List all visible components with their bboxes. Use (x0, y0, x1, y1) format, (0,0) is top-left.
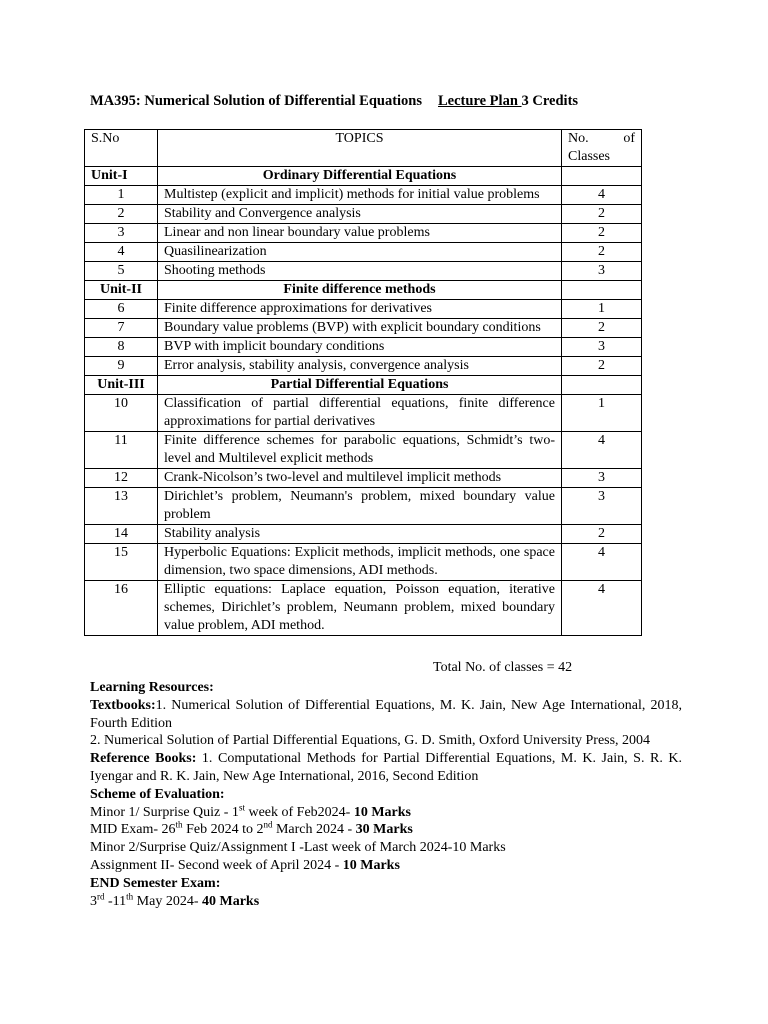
eval-mid-rest: March 2024 - (272, 822, 356, 838)
row-topic: Classification of partial differential equations, finite difference approximations for partial derivatives (158, 395, 562, 432)
row-classes: 2 (562, 319, 642, 338)
reference-1-text: 1. Computational Methods for Partial Differential Equations, M. K. Jain, S. R. K. Iyengar and R. K. Jain, New Age International, 2016, Second Edition (90, 751, 682, 784)
row-classes: 1 (562, 395, 642, 432)
eval-end-sup2: th (126, 890, 134, 901)
row-sno: 13 (85, 488, 158, 525)
eval-end-rest: May 2024- (133, 893, 202, 909)
row-classes: 3 (562, 338, 642, 357)
unit-name: Finite difference methods (158, 281, 562, 300)
table-row (85, 544, 642, 581)
row-sno: 5 (85, 262, 158, 281)
table-row (85, 262, 642, 281)
eval-mid-middle: Feb 2024 to 2 (182, 822, 264, 838)
eval-end-middle: -11 (104, 893, 127, 909)
unit-row (85, 281, 642, 300)
row-topic: Quasilinearization (158, 243, 562, 262)
row-classes: 4 (562, 186, 642, 205)
row-classes: 3 (562, 469, 642, 488)
textbook-2: 2. Numerical Solution of Partial Differential Equations, G. D. Smith, Oxford University Press, 2004 (90, 733, 651, 749)
eval-end-sup1: rd (97, 890, 105, 901)
row-sno: 14 (85, 525, 158, 544)
table-row (85, 395, 642, 432)
header-classes-line1: No. of (568, 131, 635, 146)
row-topic: Hyperbolic Equations: Explicit methods, implicit methods, one space dimension, two space dimensions, ADI methods. (158, 544, 562, 581)
row-topic: BVP with implicit boundary conditions (158, 338, 562, 357)
reference-books-label: Reference Books: (90, 751, 197, 767)
unit-label: Unit-II (85, 281, 158, 300)
table-row (85, 186, 642, 205)
eval-assignment2-text: Assignment II- Second week of April 2024 - (90, 857, 343, 873)
row-classes: 4 (562, 432, 642, 469)
unit-name: Partial Differential Equations (158, 376, 562, 395)
row-classes: 2 (562, 243, 642, 262)
lecture-plan-label: Lecture Plan (438, 93, 522, 109)
course-title: MA395: Numerical Solution of Differential Equations (90, 93, 423, 109)
end-semester-heading: END Semester Exam: (90, 875, 221, 891)
eval-minor1-text: Minor 1/ Surprise Quiz - 1 (90, 804, 239, 820)
eval-end-marks: 40 Marks (202, 893, 260, 909)
table-row (85, 488, 642, 525)
page-title (90, 93, 690, 110)
evaluation-heading: Scheme of Evaluation: (90, 786, 225, 802)
row-sno: 9 (85, 357, 158, 376)
learning-resources-heading: Learning Resources: (90, 680, 214, 695)
header-sno: S.No (85, 130, 158, 167)
row-sno: 1 (85, 186, 158, 205)
unit-classes-blank (562, 376, 642, 395)
row-topic: Dirichlet’s problem, Neumann's problem, mixed boundary value problem (158, 488, 562, 525)
row-sno: 12 (85, 469, 158, 488)
unit-label: Unit-III (85, 376, 158, 395)
row-topic: Crank-Nicolson’s two-level and multilevel implicit methods (158, 469, 562, 488)
credits-label: 3 Credits (521, 93, 579, 109)
row-topic: Finite difference schemes for parabolic equations, Schmidt’s two-level and Multilevel explicit methods (158, 432, 562, 469)
row-classes: 2 (562, 205, 642, 224)
row-topic: Stability and Convergence analysis (158, 205, 562, 224)
row-sno: 8 (85, 338, 158, 357)
eval-minor2: Minor 2/Surprise Quiz/Assignment I -Last week of March 2024-10 Marks (90, 840, 506, 856)
table-body (85, 167, 642, 636)
eval-end (90, 890, 682, 911)
resources-section (90, 679, 682, 910)
row-classes: 2 (562, 525, 642, 544)
unit-classes-blank (562, 167, 642, 186)
row-classes: 1 (562, 300, 642, 319)
row-topic: Elliptic equations: Laplace equation, Poisson equation, iterative schemes, Dirichlet’s problem, Neumann problem, mixed boundary value problem, ADI method. (158, 581, 562, 636)
row-sno: 2 (85, 205, 158, 224)
row-sno: 16 (85, 581, 158, 636)
header-topics: TOPICS (158, 130, 562, 167)
unit-row (85, 376, 642, 395)
row-classes: 3 (562, 262, 642, 281)
textbooks-label: Textbooks: (90, 697, 156, 713)
row-sno: 15 (85, 544, 158, 581)
total-classes: Total No. of classes = 42 (433, 660, 573, 675)
table-row (85, 300, 642, 319)
row-topic: Finite difference approximations for derivatives (158, 300, 562, 319)
header-classes (562, 130, 642, 167)
eval-mid-marks: 30 Marks (355, 822, 413, 838)
eval-assignment2-marks: 10 Marks (342, 857, 400, 873)
eval-minor1-marks: 10 Marks (353, 804, 411, 820)
row-topic: Shooting methods (158, 262, 562, 281)
row-classes: 4 (562, 544, 642, 581)
table-row (85, 581, 642, 636)
row-topic: Linear and non linear boundary value problems (158, 224, 562, 243)
row-classes: 2 (562, 357, 642, 376)
row-sno: 4 (85, 243, 158, 262)
row-sno: 11 (85, 432, 158, 469)
row-sno: 3 (85, 224, 158, 243)
row-topic: Multistep (explicit and implicit) methods for initial value problems (158, 186, 562, 205)
unit-classes-blank (562, 281, 642, 300)
eval-assignment2 (90, 857, 682, 875)
unit-name: Ordinary Differential Equations (158, 167, 562, 186)
eval-minor1-rest: week of Feb2024- (244, 804, 354, 820)
table-row (85, 338, 642, 357)
row-classes: 4 (562, 581, 642, 636)
unit-label: Unit-I (85, 167, 158, 186)
eval-mid (90, 821, 682, 839)
table-row (85, 432, 642, 469)
table-row (85, 205, 642, 224)
eval-mid-sup2: nd (263, 819, 273, 830)
row-topic: Boundary value problems (BVP) with explicit boundary conditions (158, 319, 562, 338)
row-sno: 10 (85, 395, 158, 432)
table-row (85, 525, 642, 544)
table-header-row (85, 130, 642, 167)
row-classes: 2 (562, 224, 642, 243)
lecture-plan-table (84, 129, 642, 636)
textbook-1 (90, 697, 682, 733)
row-classes: 3 (562, 488, 642, 525)
eval-end-day1: 3 (90, 893, 97, 909)
table-row (85, 319, 642, 338)
eval-mid-text: MID Exam- 26 (90, 822, 176, 838)
row-topic: Error analysis, stability analysis, convergence analysis (158, 357, 562, 376)
eval-mid-sup1: th (175, 819, 183, 830)
table-row (85, 224, 642, 243)
row-sno: 7 (85, 319, 158, 338)
row-topic: Stability analysis (158, 525, 562, 544)
table-row (85, 469, 642, 488)
row-sno: 6 (85, 300, 158, 319)
table-row (85, 357, 642, 376)
eval-minor1-sup: st (238, 801, 245, 812)
reference-1 (90, 750, 682, 786)
table-row (85, 243, 642, 262)
header-classes-line2: Classes (568, 149, 610, 164)
textbook-1-text: 1. Numerical Solution of Differential Equations, M. K. Jain, New Age International, 2018, Fourth Edition (90, 697, 682, 731)
eval-minor1 (90, 801, 682, 822)
unit-row (85, 167, 642, 186)
